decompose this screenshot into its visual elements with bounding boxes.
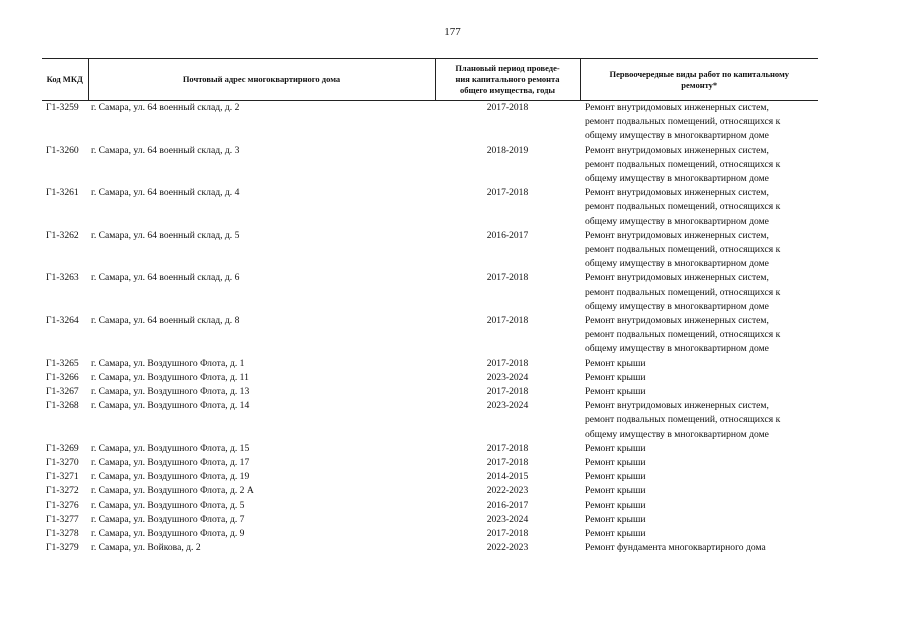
cell-code: Г1-3278 xyxy=(46,528,79,540)
cell-address: г. Самара, ул. 64 военный склад, д. 4 xyxy=(91,187,240,199)
works-line: общему имуществу в многоквартирном доме xyxy=(585,300,769,312)
cell-code: Г1-3269 xyxy=(46,442,79,454)
table-row xyxy=(42,186,818,229)
cell-address: г. Самара, ул. 64 военный склад, д. 6 xyxy=(91,272,240,284)
cell-code: Г1-3277 xyxy=(46,513,79,525)
cell-address: г. Самара, ул. Воздушного Флота, д. 7 xyxy=(91,513,245,525)
cell-period: 2017-2018 xyxy=(486,457,529,469)
table-header xyxy=(42,59,818,101)
cell-period: 2017-2018 xyxy=(486,442,529,454)
works-line: Ремонт крыши xyxy=(585,499,646,511)
cell-works xyxy=(580,144,818,187)
table-row xyxy=(42,484,818,498)
cell-code: Г1-3265 xyxy=(46,357,79,369)
table-row xyxy=(42,271,818,314)
cell-code: Г1-3263 xyxy=(46,272,79,284)
works-line: Ремонт крыши xyxy=(585,528,646,540)
header-period xyxy=(435,59,580,101)
works-line: Ремонт внутридомовых инженерных систем, xyxy=(585,144,769,156)
cell-works xyxy=(580,541,818,555)
header-period-line: ния капитального ремонта xyxy=(455,74,560,84)
cell-code: Г1-3279 xyxy=(46,542,79,554)
cell-period: 2017-2018 xyxy=(486,528,529,540)
works-line: Ремонт фундамента многоквартирного дома xyxy=(585,542,766,554)
cell-period: 2014-2015 xyxy=(486,471,529,483)
cell-works xyxy=(580,499,818,513)
works-line: Ремонт крыши xyxy=(585,513,646,525)
table-row xyxy=(42,470,818,484)
cell-address: г. Самара, ул. 64 военный склад, д. 8 xyxy=(91,315,240,327)
works-line: общему имуществу в многоквартирном доме xyxy=(585,173,769,185)
works-line: ремонт подвальных помещений, относящихся к xyxy=(585,329,781,341)
cell-address: г. Самара, ул. Воздушного Флота, д. 5 xyxy=(91,499,245,511)
works-line: Ремонт крыши xyxy=(585,485,646,497)
works-line: Ремонт внутридомовых инженерных систем, xyxy=(585,272,769,284)
header-row xyxy=(42,59,818,101)
cell-period: 2022-2023 xyxy=(486,485,529,497)
cell-period: 2017-2018 xyxy=(486,315,529,327)
cell-period: 2023-2024 xyxy=(486,371,529,383)
works-line: общему имуществу в многоквартирном доме xyxy=(585,258,769,270)
works-line: Ремонт крыши xyxy=(585,357,646,369)
capital-repair-table xyxy=(42,58,818,556)
table-body xyxy=(42,101,818,556)
works-line: ремонт подвальных помещений, относящихся к xyxy=(585,286,781,298)
works-line: Ремонт внутридомовых инженерных систем, xyxy=(585,315,769,327)
table-row xyxy=(42,144,818,187)
works-line: общему имуществу в многоквартирном доме xyxy=(585,130,769,142)
cell-period: 2017-2018 xyxy=(486,357,529,369)
works-line: ремонт подвальных помещений, относящихся к xyxy=(585,414,781,426)
header-code: Код МКД xyxy=(42,59,88,101)
table-row xyxy=(42,399,818,442)
works-line: общему имуществу в многоквартирном доме xyxy=(585,428,769,440)
cell-address: г. Самара, ул. Воздушного Флота, д. 1 xyxy=(91,357,245,369)
cell-period: 2017-2018 xyxy=(486,187,529,199)
cell-code: Г1-3267 xyxy=(46,386,79,398)
cell-works xyxy=(580,357,818,371)
cell-code: Г1-3272 xyxy=(46,485,79,497)
cell-period: 2016-2017 xyxy=(486,229,529,241)
cell-address: г. Самара, ул. 64 военный склад, д. 2 xyxy=(91,102,240,113)
table-row xyxy=(42,385,818,399)
cell-code: Г1-3266 xyxy=(46,371,79,383)
cell-address: г. Самара, ул. Воздушного Флота, д. 14 xyxy=(91,400,250,412)
header-works-line: ремонту* xyxy=(681,79,718,90)
table-row xyxy=(42,101,818,144)
cell-code: Г1-3260 xyxy=(46,144,79,156)
cell-code: Г1-3262 xyxy=(46,229,79,241)
cell-address: г. Самара, ул. 64 военный склад, д. 3 xyxy=(91,144,240,156)
works-line: Ремонт внутридомовых инженерных систем, xyxy=(585,102,769,113)
cell-address: г. Самара, ул. Воздушного Флота, д. 9 xyxy=(91,528,245,540)
works-line: ремонт подвальных помещений, относящихся к xyxy=(585,116,781,128)
works-line: Ремонт крыши xyxy=(585,457,646,469)
cell-works xyxy=(580,314,818,357)
table-row xyxy=(42,527,818,541)
works-line: Ремонт крыши xyxy=(585,386,646,398)
table-row xyxy=(42,442,818,456)
cell-period: 2023-2024 xyxy=(486,513,529,525)
cell-period: 2022-2023 xyxy=(486,542,529,554)
cell-works xyxy=(580,470,818,484)
works-line: Ремонт крыши xyxy=(585,442,646,454)
cell-works xyxy=(580,442,818,456)
cell-code: Г1-3268 xyxy=(46,400,79,412)
cell-address: г. Самара, ул. Воздушного Флота, д. 11 xyxy=(91,371,249,383)
cell-works xyxy=(580,527,818,541)
cell-code: Г1-3259 xyxy=(46,102,79,113)
cell-works xyxy=(580,484,818,498)
cell-works xyxy=(580,385,818,399)
works-line: ремонт подвальных помещений, относящихся к xyxy=(585,158,781,170)
cell-works xyxy=(580,101,818,144)
table-row xyxy=(42,229,818,272)
works-line: ремонт подвальных помещений, относящихся к xyxy=(585,244,781,256)
cell-code: Г1-3261 xyxy=(46,187,79,199)
header-address: Почтовый адрес многоквартирного дома xyxy=(88,59,435,101)
header-period-line: общего имущества, годы xyxy=(459,85,556,95)
works-line: Ремонт внутридомовых инженерных систем, xyxy=(585,400,769,412)
table-row xyxy=(42,456,818,470)
cell-address: г. Самара, ул. Воздушного Флота, д. 19 xyxy=(91,471,250,483)
cell-works xyxy=(580,186,818,229)
cell-works xyxy=(580,271,818,314)
cell-period: 2016-2017 xyxy=(486,499,529,511)
cell-code: Г1-3270 xyxy=(46,457,79,469)
table-row xyxy=(42,357,818,371)
table-row xyxy=(42,371,818,385)
header-period-line: Плановый период проведе- xyxy=(455,63,560,73)
works-line: общему имуществу в многоквартирном доме xyxy=(585,215,769,227)
cell-period: 2018-2019 xyxy=(486,144,529,156)
works-line: общему имуществу в многоквартирном доме xyxy=(585,343,769,355)
cell-address: г. Самара, ул. 64 военный склад, д. 5 xyxy=(91,229,240,241)
page-number: 177 xyxy=(444,26,461,38)
works-line: Ремонт крыши xyxy=(585,371,646,383)
works-line: Ремонт крыши xyxy=(585,471,646,483)
header-works-line: Первоочередные виды работ по капитальному xyxy=(609,68,790,79)
works-line: ремонт подвальных помещений, относящихся к xyxy=(585,201,781,213)
table-row xyxy=(42,513,818,527)
cell-code: Г1-3264 xyxy=(46,315,79,327)
table-row xyxy=(42,499,818,513)
cell-works xyxy=(580,399,818,442)
cell-address: г. Самара, ул. Воздушного Флота, д. 15 xyxy=(91,442,250,454)
cell-works xyxy=(580,513,818,527)
cell-period: 2017-2018 xyxy=(486,272,529,284)
cell-period: 2017-2018 xyxy=(486,102,529,113)
works-line: Ремонт внутридомовых инженерных систем, xyxy=(585,229,769,241)
cell-works xyxy=(580,456,818,470)
cell-address: г. Самара, ул. Войкова, д. 2 xyxy=(91,542,201,554)
table-row xyxy=(42,541,818,555)
cell-works xyxy=(580,371,818,385)
cell-period: 2017-2018 xyxy=(486,386,529,398)
cell-works xyxy=(580,229,818,272)
cell-code: Г1-3276 xyxy=(46,499,79,511)
cell-code: Г1-3271 xyxy=(46,471,79,483)
header-works xyxy=(580,59,818,101)
table-row xyxy=(42,314,818,357)
cell-address: г. Самара, ул. Воздушного Флота, д. 13 xyxy=(91,386,250,398)
works-line: Ремонт внутридомовых инженерных систем, xyxy=(585,187,769,199)
cell-address: г. Самара, ул. Воздушного Флота, д. 2 А xyxy=(91,485,254,497)
cell-address: г. Самара, ул. Воздушного Флота, д. 17 xyxy=(91,457,250,469)
cell-period: 2023-2024 xyxy=(486,400,529,412)
